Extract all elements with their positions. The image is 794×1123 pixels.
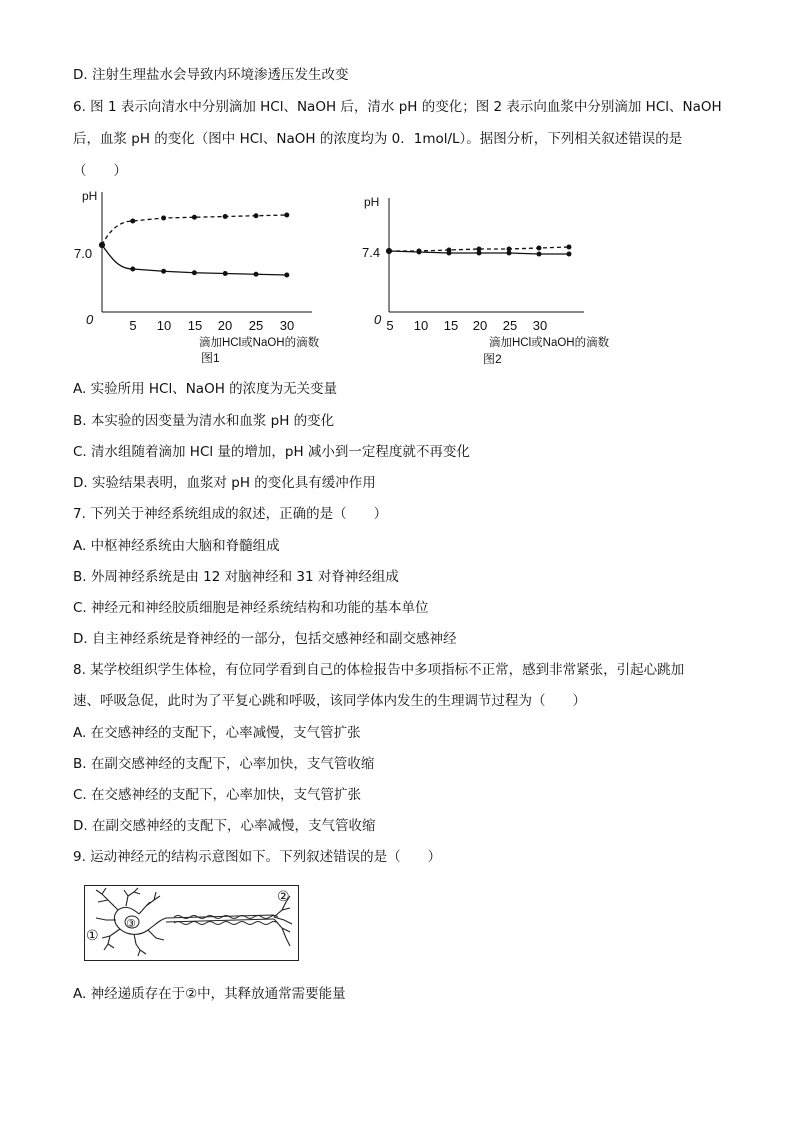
fig1-x-tick-labels bbox=[129, 318, 294, 333]
q8-option-d: D. 在副交感神经的支配下，心率减慢，支气管收缩 bbox=[73, 818, 376, 834]
q6-stem-line1: 6. 图 1 表示向清水中分别滴加 HCl、NaOH 后，清水 pH 的变化；图 2 表示向血浆中分别滴加 HCl、NaOH bbox=[73, 99, 722, 115]
data-point-naoh bbox=[223, 214, 228, 219]
q9-stem: 9. 运动神经元的结构示意图如下。下列叙述错误的是（ ） bbox=[73, 849, 442, 865]
neuron-axon bbox=[166, 915, 278, 925]
fig1-x-tick-label: 5 bbox=[129, 318, 137, 333]
q5-option-d: D. 注射生理盐水会导致内环境渗透压发生改变 bbox=[73, 67, 349, 83]
fig1-y-axis-label: pH bbox=[82, 189, 98, 203]
neuron-label-2: ② bbox=[277, 888, 290, 904]
q7-option-d: D. 自主神经系统是脊神经的一部分，包括交感神经和副交感神经 bbox=[73, 631, 457, 647]
data-point-hcl bbox=[130, 267, 135, 272]
fig1-x-tick-label: 20 bbox=[217, 318, 233, 333]
q9-option-a: A. 神经递质存在于②中，其释放通常需要能量 bbox=[73, 986, 346, 1002]
data-point-hcl bbox=[417, 250, 422, 255]
data-point-naoh bbox=[192, 215, 197, 220]
data-point-hcl bbox=[161, 269, 166, 274]
data-point-naoh bbox=[161, 216, 166, 221]
data-point-hcl bbox=[386, 248, 392, 254]
neuron-frame bbox=[85, 886, 299, 961]
q7-option-a: A. 中枢神经系统由大脑和脊髓组成 bbox=[73, 538, 280, 554]
neuron-label-1: ① bbox=[86, 927, 99, 943]
fig1-x-axis-label: 滴加HCl或NaOH的滴数 bbox=[199, 337, 320, 349]
neuron-diagram bbox=[84, 884, 300, 962]
data-point-hcl bbox=[537, 252, 542, 257]
fig1-x-tick-label: 30 bbox=[279, 318, 295, 333]
fig2-x-tick-label: 30 bbox=[532, 318, 548, 333]
q7-stem: 7. 下列关于神经系统组成的叙述，正确的是（ ） bbox=[73, 506, 388, 522]
fig2-x-axis-label: 滴加HCl或NaOH的滴数 bbox=[489, 337, 610, 349]
q6-stem-line2: 后，血浆 pH 的变化（图中 HCl、NaOH 的浓度均为 0．1mol/L）。据图分析，下列相关叙述错误的是 bbox=[73, 131, 683, 147]
data-point-hcl bbox=[447, 251, 452, 256]
q7-option-b: B. 外周神经系统是由 12 对脑神经和 31 对脊神经组成 bbox=[73, 569, 399, 585]
fig2-axes bbox=[386, 198, 584, 312]
q8-option-c: C. 在交感神经的支配下，心率加快，支气管扩张 bbox=[73, 787, 362, 803]
data-point-naoh bbox=[537, 246, 542, 251]
fig1-y-tick-label: 7.0 bbox=[74, 246, 93, 261]
chart-figure-2 bbox=[362, 190, 632, 372]
data-point-naoh bbox=[254, 213, 259, 218]
data-point-hcl bbox=[507, 251, 512, 256]
q8-option-b: B. 在副交感神经的支配下，心率加快，支气管收缩 bbox=[73, 756, 375, 772]
q8-stem-line1: 8. 某学校组织学生体检，有位同学看到自己的体检报告中多项指标不正常，感到非常紧张，引起心跳加 bbox=[73, 662, 685, 678]
fig2-x-tick-label: 15 bbox=[443, 318, 459, 333]
fig2-origin-label: 0 bbox=[374, 312, 382, 327]
data-point-naoh bbox=[130, 219, 135, 224]
q6-option-b: B. 本实验的因变量为清水和血浆 pH 的变化 bbox=[73, 413, 335, 429]
data-point-hcl bbox=[99, 242, 105, 248]
data-point-hcl bbox=[223, 271, 228, 276]
fig2-x-tick-label: 20 bbox=[472, 318, 488, 333]
data-point-hcl bbox=[254, 272, 259, 277]
q6-option-a: A. 实验所用 HCl、NaOH 的浓度为无关变量 bbox=[73, 381, 338, 397]
data-point-hcl bbox=[284, 273, 289, 278]
data-point-naoh bbox=[567, 245, 572, 250]
data-point-hcl bbox=[567, 252, 572, 257]
fig1-x-tick-label: 25 bbox=[248, 318, 264, 333]
neuron-label-3: ③ bbox=[126, 918, 136, 930]
data-point-hcl bbox=[477, 251, 482, 256]
data-point-hcl bbox=[192, 270, 197, 275]
chart-figure-1 bbox=[72, 186, 342, 368]
fig2-title: 图2 bbox=[483, 352, 502, 366]
q7-option-c: C. 神经元和神经胶质细胞是神经系统结构和功能的基本单位 bbox=[73, 600, 429, 616]
fig2-x-tick-labels bbox=[386, 318, 547, 333]
q8-stem-line2: 速、呼吸急促，此时为了平复心跳和呼吸，该同学体内发生的生理调节过程为（ ） bbox=[73, 693, 586, 709]
fig1-title: 图1 bbox=[201, 351, 220, 365]
fig2-x-tick-label: 5 bbox=[386, 318, 394, 333]
fig2-y-axis-label: pH bbox=[364, 195, 380, 209]
fig1-x-tick-label: 10 bbox=[156, 318, 172, 333]
q8-option-a: A. 在交感神经的支配下，心率减慢，支气管扩张 bbox=[73, 725, 361, 741]
q6-option-d: D. 实验结果表明，血浆对 pH 的变化具有缓冲作用 bbox=[73, 475, 376, 491]
fig1-axes bbox=[99, 192, 312, 312]
fig2-y-tick-label: 7.4 bbox=[362, 245, 381, 260]
q6-answer-blank: （ ） bbox=[73, 163, 127, 179]
fig2-x-tick-label: 10 bbox=[413, 318, 429, 333]
q6-option-c: C. 清水组随着滴加 HCl 量的增加，pH 减小到一定程度就不再变化 bbox=[73, 444, 470, 460]
fig1-origin-label: 0 bbox=[86, 312, 94, 327]
data-point-naoh bbox=[284, 213, 289, 218]
fig2-x-tick-label: 25 bbox=[502, 318, 518, 333]
fig1-x-tick-label: 15 bbox=[187, 318, 203, 333]
